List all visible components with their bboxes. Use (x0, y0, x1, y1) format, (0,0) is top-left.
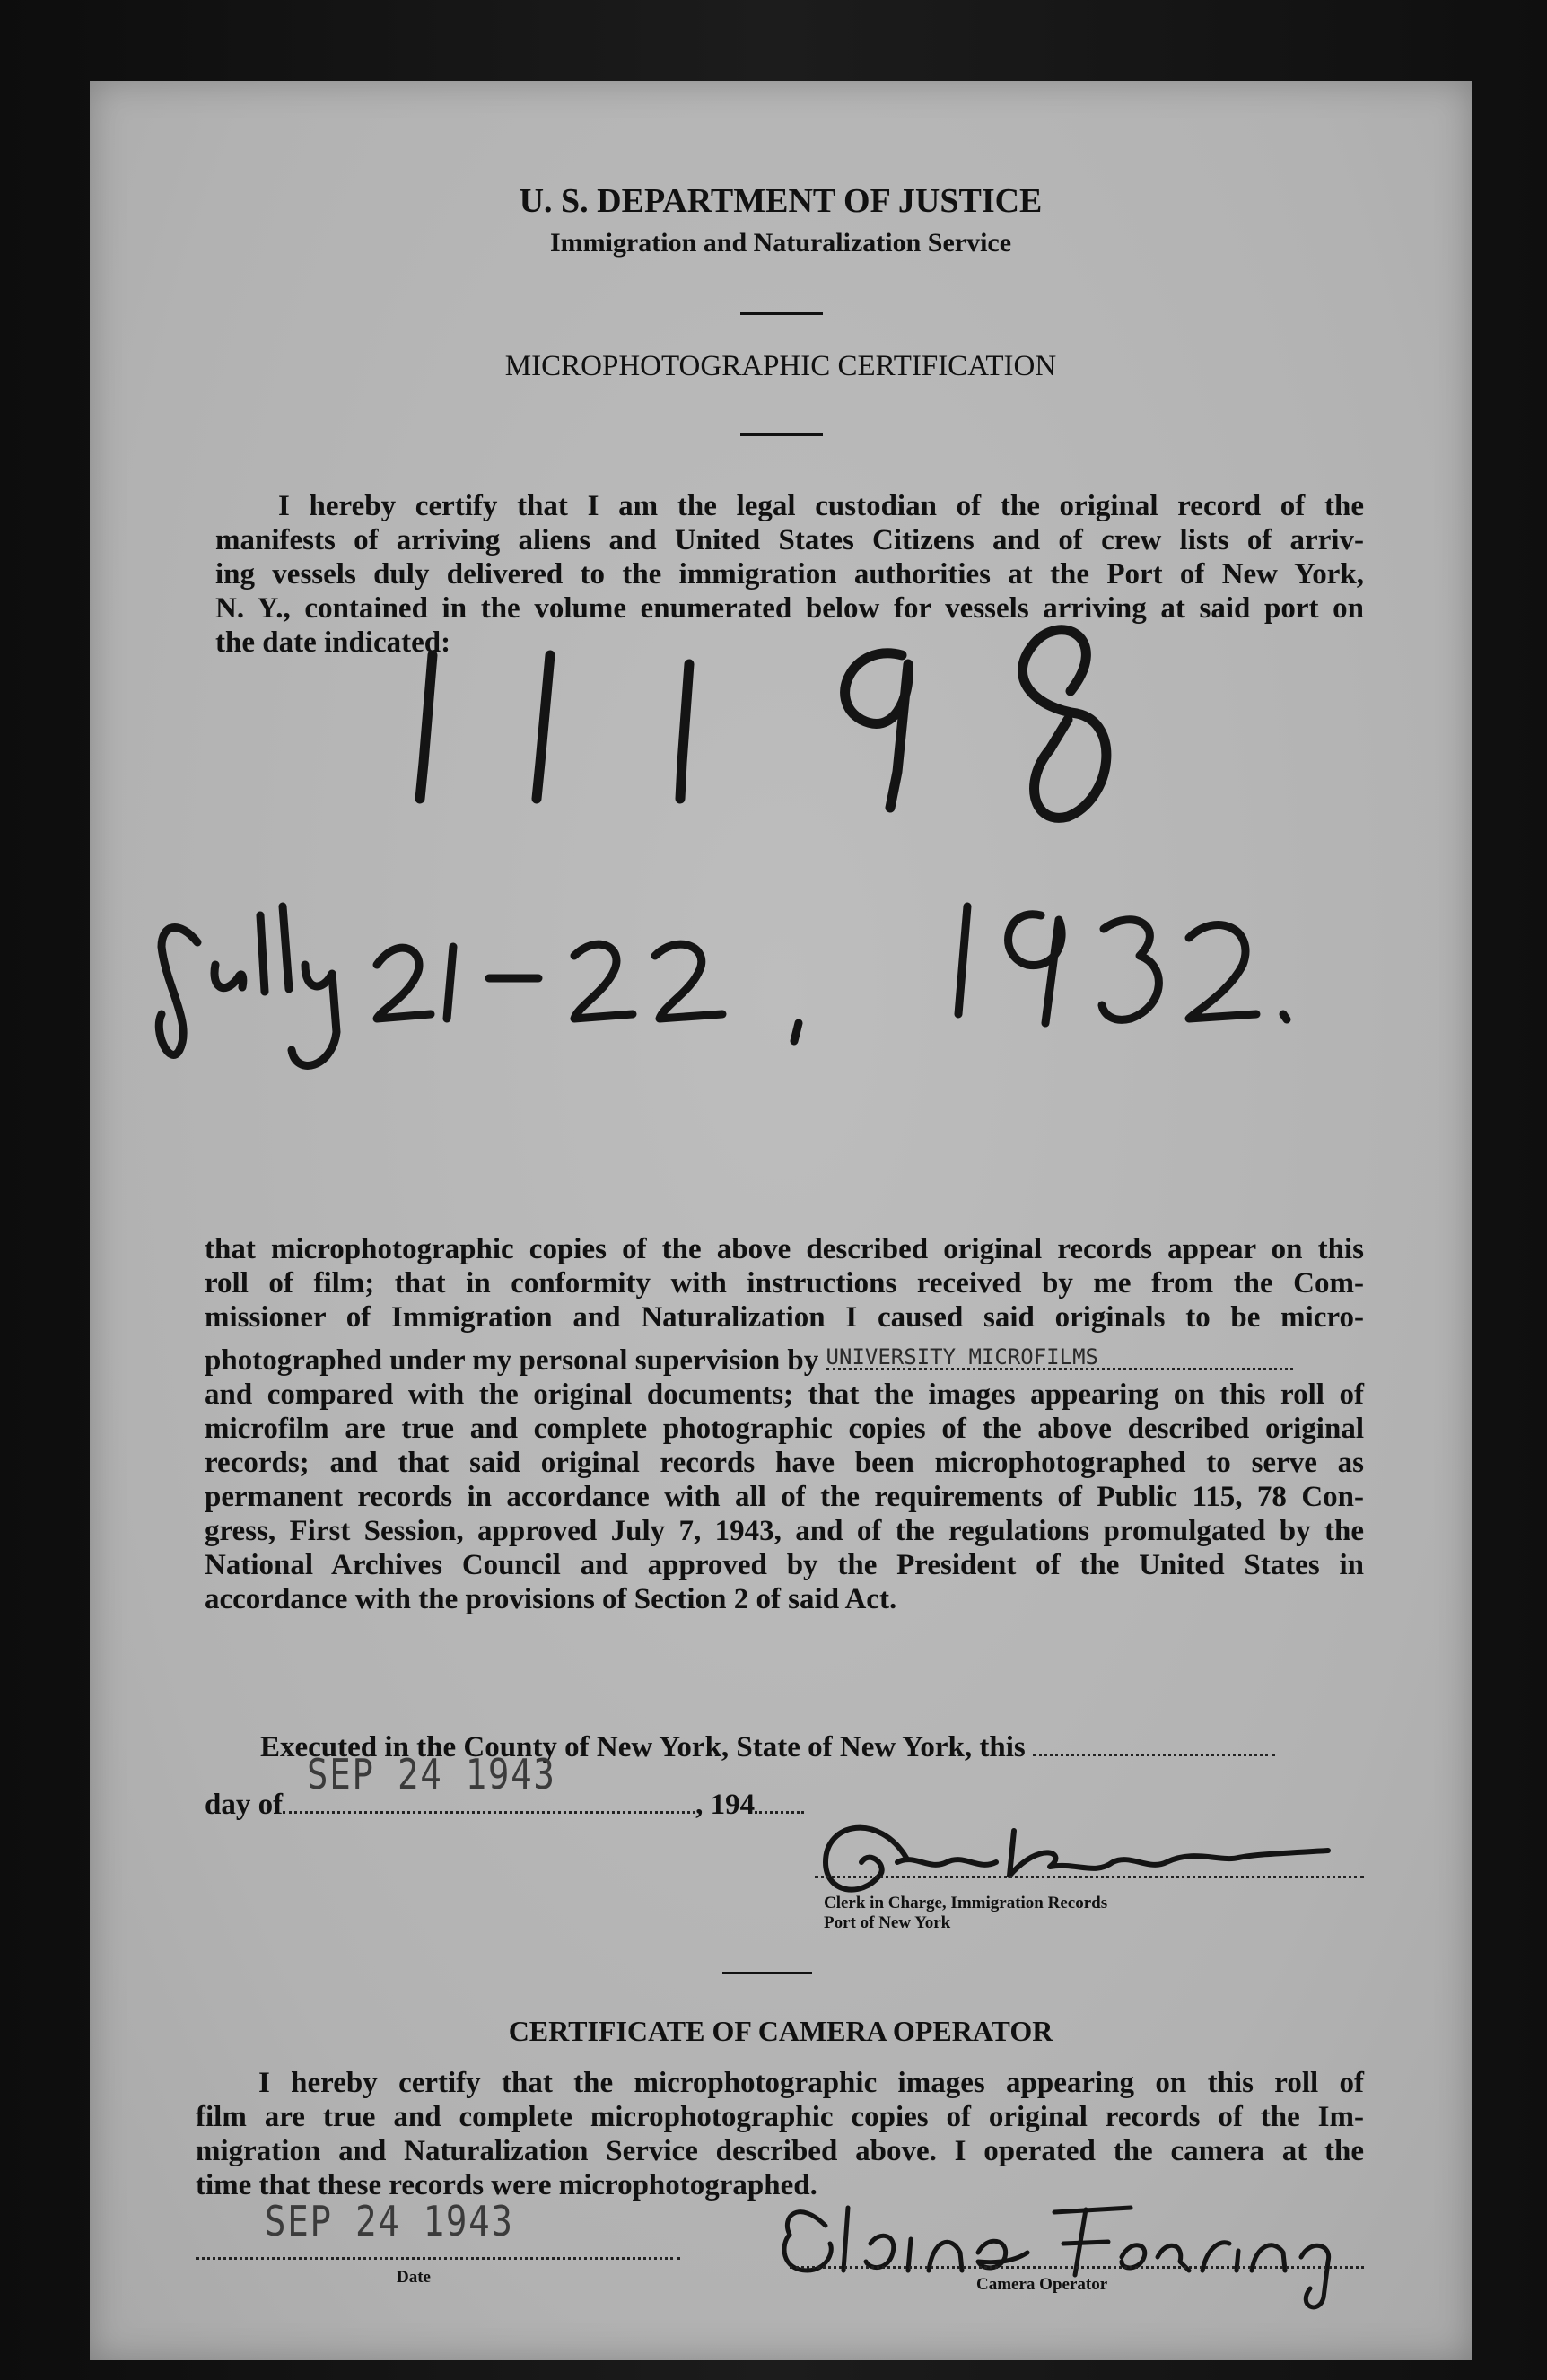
certification-title: MICROPHOTOGRAPHIC CERTIFICATION (504, 350, 1057, 382)
body-line: that microphotographic copies of the above described original records appear on this (205, 1233, 1364, 1265)
supervision-line (205, 1343, 1364, 1378)
body-line: records; and that said original records have been microphotographed to serve as (205, 1447, 1364, 1479)
body-line: microfilm are true and complete photographic copies of the above described original (205, 1413, 1364, 1445)
executed-day-field (1033, 1754, 1275, 1756)
intro-line: manifests of arriving aliens and United States Citizens and of crew lists of arriv- (215, 524, 1364, 556)
intro-line: the date indicated: (215, 626, 451, 659)
body-line: accordance with the provisions of Section 2 of said Act. (205, 1583, 897, 1615)
supervision-prefix: photographed under my personal supervision by (205, 1344, 819, 1377)
certificate-sheet (90, 81, 1472, 2360)
body-line: gress, First Session, approved July 7, 1943, and of the regulations promulgated by the (205, 1515, 1364, 1547)
date-stamp: SEP 24 1943 (307, 1750, 556, 1798)
body-line: National Archives Council and approved by the President of the United States in (205, 1549, 1364, 1581)
operator-signature-line (790, 2266, 1364, 2269)
microfilm-company-field: UNIVERSITY MICROFILMS (826, 1346, 1293, 1370)
date-line (196, 2257, 680, 2260)
date-label: Date (397, 2268, 431, 2287)
camera-line: film are true and complete microphotographic copies of original records of the Im- (196, 2101, 1364, 2133)
year-prefix: , 194 (695, 1789, 756, 1821)
executed-text: Executed in the County of New York, State of New York, this (260, 1731, 1026, 1763)
camera-date-stamp: SEP 24 1943 (265, 2197, 514, 2245)
intro-line: I hereby certify that I am the legal custodian of the original record of the (278, 490, 1364, 522)
intro-line: N. Y., contained in the volume enumerated below for vessels arriving at said port on (215, 592, 1364, 625)
service-subheading: Immigration and Naturalization Service (549, 228, 1012, 258)
camera-operator-label: Camera Operator (976, 2275, 1108, 2294)
divider (722, 1972, 812, 1974)
body-line: missioner of Immigration and Naturalization I caused said originals to be micro- (205, 1301, 1364, 1334)
camera-operator-heading: CERTIFICATE OF CAMERA OPERATOR (508, 2015, 1053, 2047)
intro-line: ing vessels duly delivered to the immigration authorities at the Port of New York, (215, 558, 1364, 591)
day-of-field (283, 1811, 695, 1814)
clerk-signature-line (815, 1876, 1364, 1878)
body-line: roll of film; that in conformity with instructions received by me from the Com- (205, 1267, 1364, 1299)
camera-operator-paragraph (196, 2066, 1364, 2202)
camera-line: time that these records were microphotographed. (196, 2169, 817, 2201)
camera-line: I hereby certify that the microphotographic images appearing on this roll of (258, 2067, 1364, 2099)
day-of-label: day of (205, 1789, 284, 1821)
body-line: permanent records in accordance with all of the requirements of Public 115, 78 Con- (205, 1481, 1364, 1513)
certification-paragraph (205, 1232, 1364, 1616)
department-heading: U. S. DEPARTMENT OF JUSTICE (519, 182, 1043, 220)
camera-line: migration and Naturalization Service described above. I operated the camera at the (196, 2135, 1364, 2167)
year-field (755, 1811, 804, 1814)
clerk-title: Clerk in Charge, Immigration Records Port of New York (824, 1894, 1108, 1932)
body-line: and compared with the original documents; that the images appearing on this roll of (205, 1378, 1364, 1411)
